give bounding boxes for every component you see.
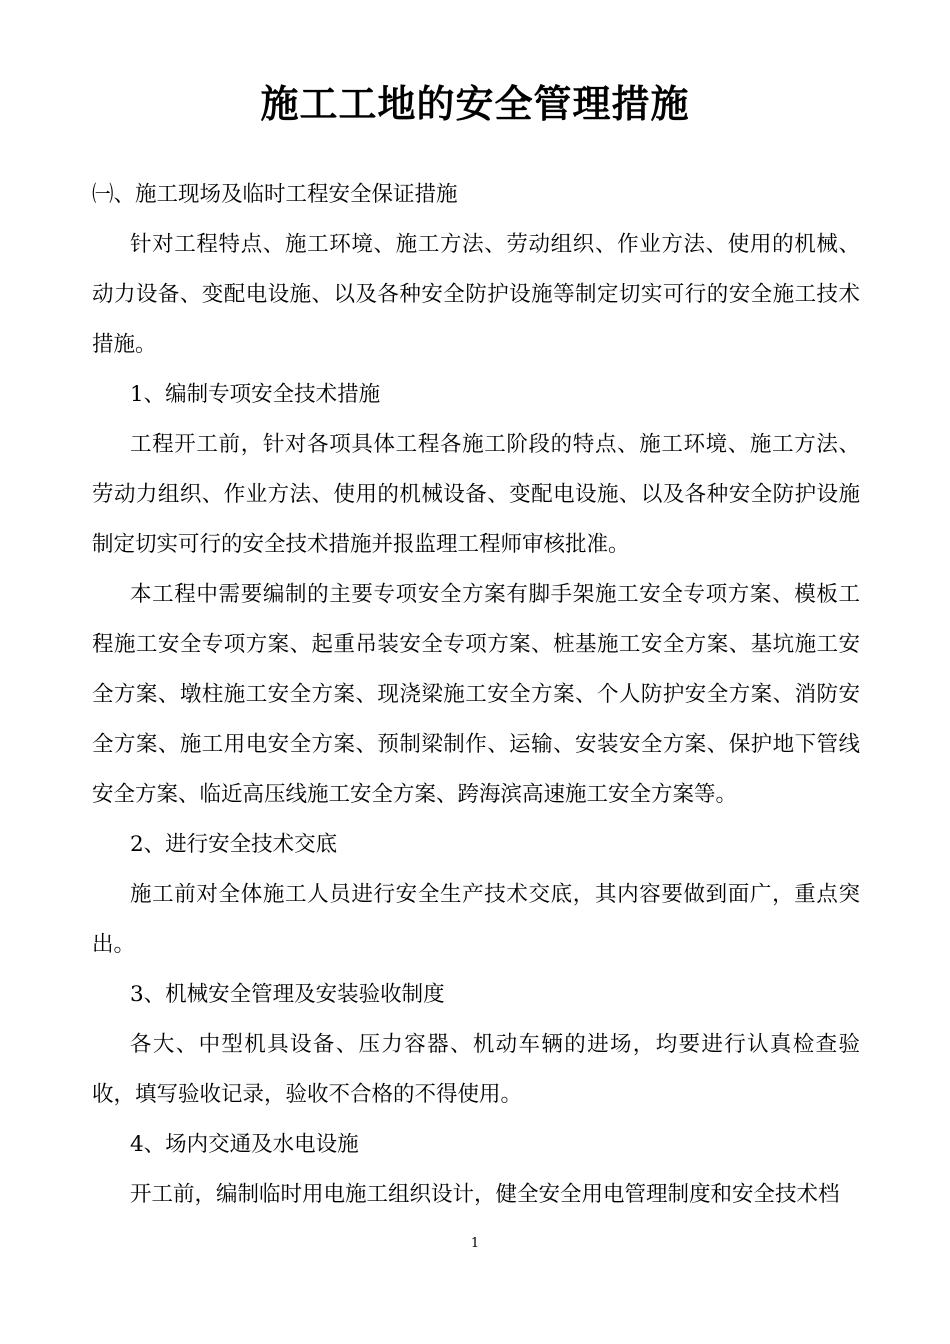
body-paragraph: 针对工程特点、施工环境、施工方法、劳动组织、作业方法、使用的机械、动力设备、变配电设施、以及各种安全防护设施等制定切实可行的安全施工技术措施。 xyxy=(92,232,860,357)
section-heading: ㈠、施工现场及临时工程安全保证措施 xyxy=(92,182,458,207)
sub-heading: 1、编制专项安全技术措施 xyxy=(130,382,381,407)
body-paragraph: 施工前对全体施工人员进行安全生产技术交底，其内容要做到面广，重点突出。 xyxy=(92,882,860,957)
body-paragraph: 工程开工前，针对各项具体工程各施工阶段的特点、施工环境、施工方法、劳动力组织、作业方法、使用的机械设备、变配电设施、以及各种安全防护设施制定切实可行的安全技术措施并报监理工程师审核批准。 xyxy=(92,432,860,557)
body-paragraph: 各大、中型机具设备、压力容器、机动车辆的进场，均要进行认真检查验收，填写验收记录，验收不合格的不得使用。 xyxy=(92,1032,860,1107)
sub-heading: 4、场内交通及水电设施 xyxy=(130,1132,359,1157)
sub-heading: 3、机械安全管理及安装验收制度 xyxy=(130,982,445,1007)
body-paragraph: 本工程中需要编制的主要专项安全方案有脚手架施工安全专项方案、模板工程施工安全专项方案、起重吊装安全专项方案、桩基施工安全方案、基坑施工安全方案、墩柱施工安全方案、现浇梁施工安全方案、个人防护安全方案、消防安全方案、施工用电安全方案、预制梁制作、运输、安装安全方案、保护地下管线安全方案、临近高压线施工安全方案、跨海滨高速施工安全方案等。 xyxy=(92,582,860,807)
page-number: 1 xyxy=(470,1236,480,1251)
document-title: 施工工地的安全管理措施 xyxy=(260,81,690,126)
body-paragraph: 开工前，编制临时用电施工组织设计，健全安全用电管理制度和安全技术档 xyxy=(130,1182,840,1207)
sub-heading: 2、进行安全技术交底 xyxy=(130,832,338,857)
